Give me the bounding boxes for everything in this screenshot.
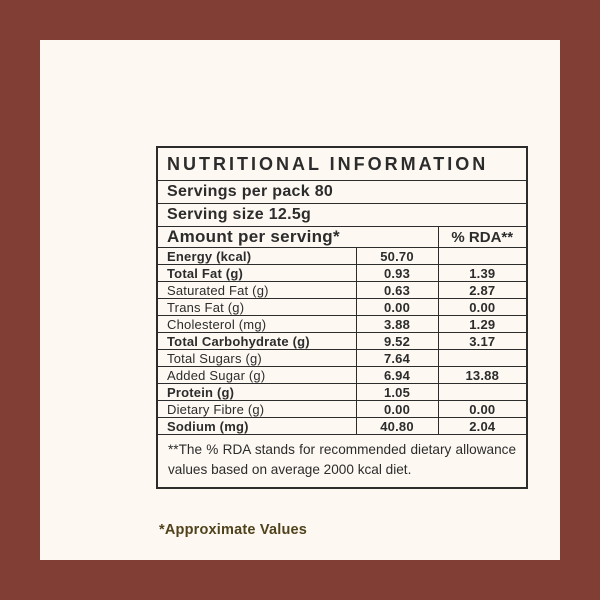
- servings-per-pack: Servings per pack 80: [157, 181, 527, 204]
- nutrient-label: Total Sugars (g): [157, 350, 356, 367]
- nutrient-amount: 0.93: [356, 265, 438, 282]
- nutrient-rda: 3.17: [438, 333, 527, 350]
- nutrient-label: Total Carbohydrate (g): [157, 333, 356, 350]
- nutrient-amount: 6.94: [356, 367, 438, 384]
- serving-size: Serving size 12.5g: [157, 204, 527, 227]
- nutrient-rda: [438, 248, 527, 265]
- table-row: [157, 418, 527, 435]
- column-header-rda: % RDA**: [438, 227, 527, 248]
- table-row: [157, 333, 527, 350]
- nutrient-label: Total Fat (g): [157, 265, 356, 282]
- nutrient-rda: 1.39: [438, 265, 527, 282]
- column-header-amount: Amount per serving*: [157, 227, 438, 248]
- nutrient-amount: 7.64: [356, 350, 438, 367]
- table-row: [157, 316, 527, 333]
- nutrient-amount: 50.70: [356, 248, 438, 265]
- nutrient-amount: 40.80: [356, 418, 438, 435]
- rda-footnote: **The % RDA stands for recommended dietary allowance values based on average 2000 kcal diet.: [157, 435, 527, 489]
- table-row: [157, 350, 527, 367]
- table-row: [157, 367, 527, 384]
- table-row: [157, 299, 527, 316]
- nutrient-label: Trans Fat (g): [157, 299, 356, 316]
- nutrient-rda: 2.04: [438, 418, 527, 435]
- table-row: [157, 265, 527, 282]
- nutrient-rda: [438, 350, 527, 367]
- label-panel: [40, 40, 560, 560]
- table-row: [157, 401, 527, 418]
- nutrient-rda: 0.00: [438, 299, 527, 316]
- table-row: [157, 282, 527, 299]
- nutrient-label: Sodium (mg): [157, 418, 356, 435]
- nutrient-amount: 9.52: [356, 333, 438, 350]
- nutrient-label: Added Sugar (g): [157, 367, 356, 384]
- nutrient-rda: 0.00: [438, 401, 527, 418]
- nutrient-amount: 0.00: [356, 299, 438, 316]
- nutrient-amount: 3.88: [356, 316, 438, 333]
- nutrition-table: [156, 146, 528, 489]
- nutrient-amount: 1.05: [356, 384, 438, 401]
- nutrient-rda: 1.29: [438, 316, 527, 333]
- nutrient-rda: [438, 384, 527, 401]
- nutrient-rda: 2.87: [438, 282, 527, 299]
- approximate-values-note: *Approximate Values: [159, 522, 308, 538]
- nutrient-label: Dietary Fibre (g): [157, 401, 356, 418]
- table-row: [157, 248, 527, 265]
- nutrient-label: Energy (kcal): [157, 248, 356, 265]
- nutrient-label: Saturated Fat (g): [157, 282, 356, 299]
- nutrient-rda: 13.88: [438, 367, 527, 384]
- nutrient-label: Protein (g): [157, 384, 356, 401]
- nutrient-amount: 0.00: [356, 401, 438, 418]
- nutrient-amount: 0.63: [356, 282, 438, 299]
- table-title: NUTRITIONAL INFORMATION: [157, 147, 527, 181]
- nutrient-label: Cholesterol (mg): [157, 316, 356, 333]
- table-row: [157, 384, 527, 401]
